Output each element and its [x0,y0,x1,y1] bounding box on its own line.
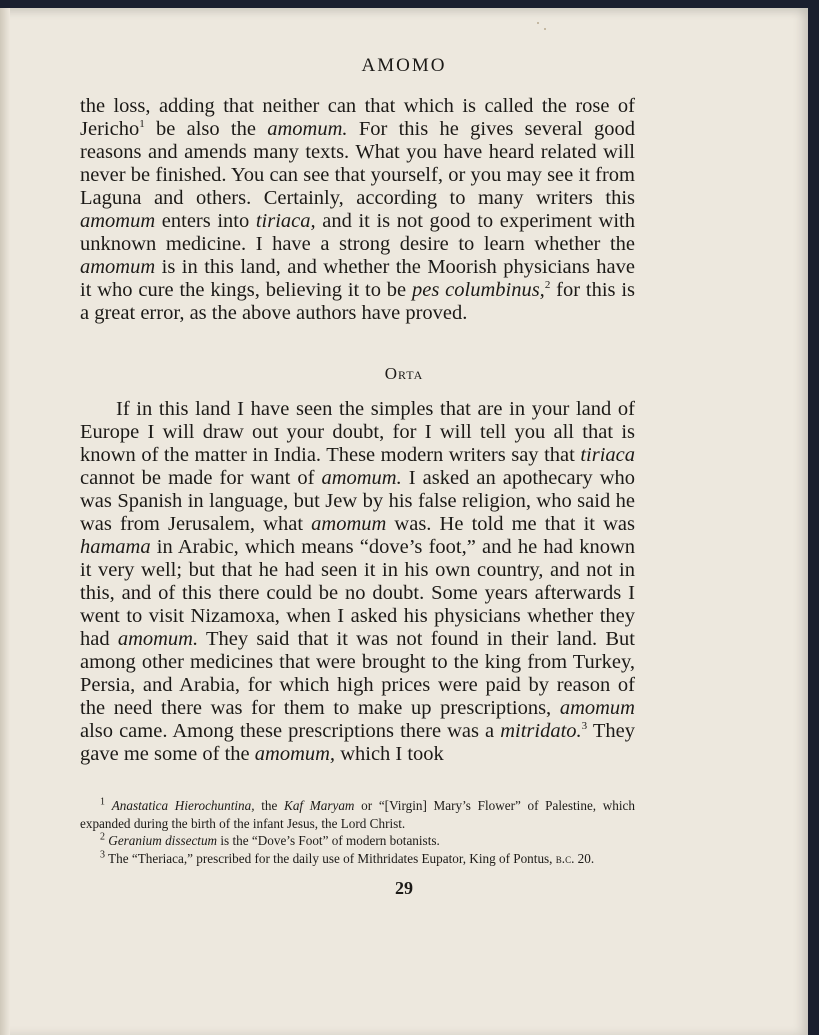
footnote-2 [80,832,635,850]
text-run: also came. Among these prescriptions there was a [80,720,501,742]
italic-term: Anastatica Hierochuntina, [111,798,255,813]
text-run: the [254,798,285,813]
footnote-3 [80,850,635,868]
text-run: The “Theriaca,” prescribed for the daily use of Mithridates Eupator, King of Pontus, [105,850,556,866]
italic-term: amomum. [117,628,199,650]
italic-term: tiriaca [580,444,635,466]
text-run: was. He told me that it was [386,513,635,535]
italic-term: amomum. [267,118,348,140]
text-run: in Arabic, which means “dove’s foot,” and he had known it very well; but that he had seen it in his own country, and not in this, and of this there could be no doubt. Some years afterwards I went to visit Nizamoxa, when I asked his physicians whether they had [80,536,635,650]
italic-term: amomum, [254,743,336,765]
footnote-1 [80,797,635,832]
footnote-ref: 2 [544,279,551,292]
italic-term: pes columbinus, [412,279,545,301]
text-run: which I took [335,743,444,765]
italic-term: amomum [80,256,156,278]
footnotes [80,797,635,867]
page-number: 29 [395,878,413,898]
text-run: I asked an apothecary who was Spanish in language, but Jew by his false religion, who said he was from Jerusalem, what [80,467,635,535]
book-page [0,8,808,1035]
text-run: for this is a great error, as the above authors have proved. [80,279,635,324]
italic-term: amomum [311,513,387,535]
italic-term: amomum. [321,467,402,489]
running-head: AMOMO [361,55,447,76]
paper-speck [537,22,539,24]
text-run: For this he gives several good reasons and amends many texts. What you have heard related will never be finished. You can see that yourself, or you may see it from Laguna and others. Certainly, according to many writers this [80,118,635,209]
footnote-number: 1 [100,796,105,808]
text-run: cannot be made for want of [80,467,322,489]
text-run: enters into [155,210,256,232]
text-run: 20. [574,850,595,866]
italic-term: Geranium dissectum [108,833,218,848]
italic-term: amomum [80,210,156,232]
text-run: the loss, adding that neither can that which is called the rose of Jericho [80,95,635,140]
text-run: or “[Virgin] Mary’s Flower” of Palestine, which expanded during the birth of the infant Jesus, the Lord Christ. [80,798,636,831]
italic-term: tiriaca, [255,210,316,232]
italic-term: mitridato. [500,720,582,742]
section-heading: Orta [384,364,424,383]
text-run: is in this land, and whether the Moorish physicians have it who cure the kings, believing it to be [80,256,635,301]
italic-term: Kaf Maryam [284,798,355,813]
text-run: They said that it was not found in their land. But among other medicines that were brought to the king from Turkey, Persia, and Arabia, for which high prices were paid by reason of the need there was for them to make up prescriptions, [80,628,635,719]
footnote-ref: 3 [581,720,588,733]
footnote-ref: 1 [139,118,145,131]
text-run: and it is not good to experiment with unknown medicine. I have a strong desire to learn whether the [80,210,635,255]
paper-speck [544,28,546,30]
text-run: be also the [144,118,268,140]
footnote-number: 3 [100,849,105,861]
paragraph-2 [80,398,635,766]
paragraph-1 [80,95,635,325]
text-run: They gave me some of the [80,720,635,765]
italic-term: hamama [80,536,151,558]
italic-term: amomum [559,697,635,719]
text-run: If in this land I have seen the simples that are in your land of Europe I will draw out your doubt, for I will tell you all that is known of the matter in India. These modern writers say that [80,398,635,466]
footnote-number: 2 [100,831,105,843]
era-abbreviation: b.c. [555,850,575,866]
text-run: is the “Dove’s Foot” of modern botanists. [217,833,440,848]
